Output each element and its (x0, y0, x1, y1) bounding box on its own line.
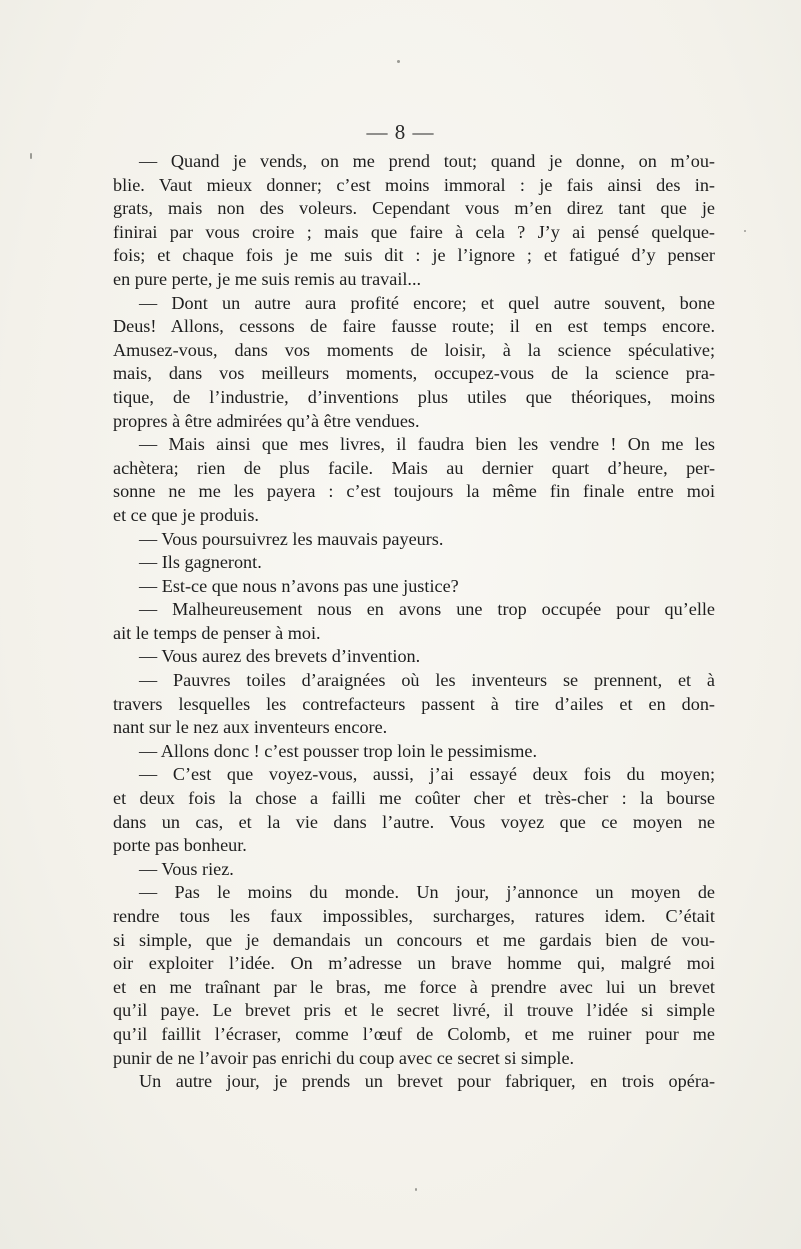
text-line: propres à être admirées qu’à être vendues. (113, 410, 420, 431)
text-line: — Malheureusement nous en avons une trop occupée pour qu’elle (139, 599, 715, 620)
text-line: — Vous riez. (139, 858, 234, 879)
text-line: achètera; rien de plus facile. Mais au dernier quart d’heure, per- (113, 457, 715, 478)
paper-speck (30, 153, 32, 159)
text-line: dans un cas, et la vie dans l’autre. Vous voyez que ce moyen ne (113, 811, 715, 832)
text-line: — C’est que voyez-vous, aussi, j’ai essayé deux fois du moyen; (139, 764, 715, 785)
text-line: en pure perte, je me suis remis au travail... (113, 268, 422, 289)
text-line: et ce que je produis. (113, 504, 259, 525)
text-line: — Quand je vends, on me prend tout; quand je donne, on m’ou- (139, 151, 715, 171)
text-line: — Vous poursuivrez les mauvais payeurs. (139, 528, 444, 549)
text-line: finirai par vous croire ; mais que faire à cela ? J’y ai pensé quelque- (113, 221, 715, 242)
paper-speck (415, 1188, 417, 1191)
text-line: travers lesquelles les contrefacteurs passent à tire d’ailes et en don- (113, 693, 715, 714)
text-line: — Pauvres toiles d’araignées où les inventeurs se prennent, et à (139, 670, 715, 691)
text-line: nant sur le nez aux inventeurs encore. (113, 717, 388, 738)
text-line: et en me traînant par le bras, me force à prendre avec lui un brevet (113, 976, 715, 997)
text-line: sonne ne me les payera : c’est toujours la même fin finale entre moi (113, 481, 715, 502)
text-line: et deux fois la chose a failli me coûter cher et très-cher : la bourse (113, 788, 715, 809)
text-line: Deus! Allons, cessons de faire fausse route; il en est temps encore. (113, 316, 715, 337)
text-line: punir de ne l’avoir pas enrichi du coup avec ce secret si simple. (113, 1047, 575, 1068)
text-line: fois; et chaque fois je me suis dit : je l’ignore ; et fatigué d’y penser (113, 245, 715, 266)
paper-speck (397, 60, 400, 63)
text-line: qu’il faillit l’écraser, comme l’œuf de Colomb, et me ruiner pour me (113, 1023, 715, 1044)
text-line: — Vous aurez des brevets d’invention. (139, 646, 421, 667)
text-line: tique, de l’industrie, d’inventions plus utiles que théoriques, moins (113, 386, 715, 407)
text-line: Un autre jour, je prends un brevet pour fabriquer, en trois opéra- (139, 1071, 715, 1092)
text-line: si simple, que je demandais un concours et me gardais bien de vou- (113, 929, 715, 950)
text-line: porte pas bonheur. (113, 835, 247, 856)
paper-speck (744, 230, 746, 232)
text-line: blie. Vaut mieux donner; c’est moins immoral : je fais ainsi des in- (113, 174, 715, 195)
text-line: ait le temps de penser à moi. (113, 622, 321, 643)
body-text (113, 150, 715, 1094)
text-line: — Est-ce que nous n’avons pas une justice? (139, 575, 459, 596)
text-line: rendre tous les faux impossibles, surcharges, ratures idem. C’était (113, 906, 715, 926)
text-line: — Mais ainsi que mes livres, il faudra bien les vendre ! On me les (139, 434, 715, 455)
page-number: — 8 — (366, 120, 435, 144)
text-line: oir exploiter l’idée. On m’adresse un brave homme qui, malgré moi (113, 953, 715, 974)
text-line: qu’il paye. Le brevet pris et le secret livré, il trouve l’idée si simple (113, 1000, 715, 1021)
text-line: mais, dans vos meilleurs moments, occupez-vous de la science pra- (113, 363, 715, 384)
text-line: Amusez-vous, dans vos moments de loisir, à la science spéculative; (113, 339, 715, 360)
text-line: — Ils gagneront. (139, 552, 262, 573)
text-line: — Allons donc ! c’est pousser trop loin le pessimisme. (139, 740, 538, 761)
text-line: — Dont un autre aura profité encore; et quel autre souvent, bone (139, 292, 715, 313)
text-line: — Pas le moins du monde. Un jour, j’annonce un moyen de (139, 882, 715, 903)
text-line: grats, mais non des voleurs. Cependant vous m’en direz tant que je (113, 198, 715, 219)
